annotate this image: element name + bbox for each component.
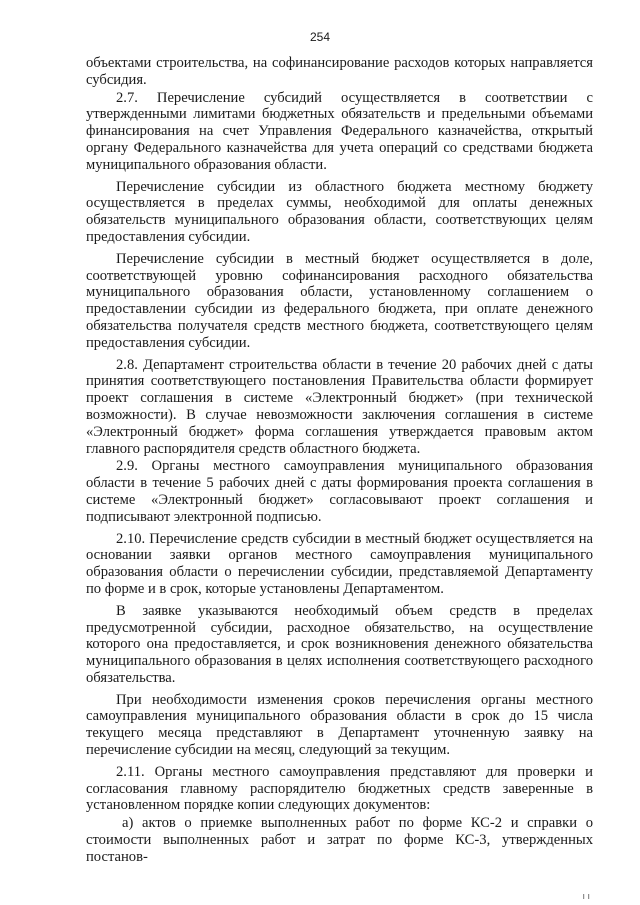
paragraph-transfer-limits: Перечисление субсидии из областного бюджета местному бюджету осуществляется в пределах суммы, необходимой для оплаты денежных обязательств муниципального образования области, соответствующих целям предоставления субсидии. bbox=[86, 178, 593, 245]
paragraph-2-11: 2.11. Органы местного самоуправления представляют для проверки и согласования главному распорядителю бюджетных средств заверенные в установленном порядке копии следующих документов: bbox=[86, 763, 593, 814]
paragraph-2-7: 2.7. Перечисление субсидий осуществляется в соответствии с утвержденными лимитами бюджетных обязательств и предельными объемами финансирования на счет Управления Федерального казначейства, открытый органу Федерального казначейства для учета операций со средствами бюджета муниципального образования области. bbox=[86, 89, 593, 173]
paragraph-transfer-share: Перечисление субсидии в местный бюджет осуществляется в доле, соответствующей уровню софинансирования расходного обязательства муниципального образования области, установленному соглашением о предоставлении субсидии из федерального бюджета, при оплате денежного обязательства получателя средств местного бюджета, соответствующего целям предоставления субсидии. bbox=[86, 250, 593, 351]
paragraph-item-a: а) актов о приемке выполненных работ по форме КС-2 и справки о стоимости выполненных работ и затрат по форме КС-3, утвержденных постанов- bbox=[86, 815, 593, 865]
paragraph-2-9: 2.9. Органы местного самоуправления муниципального образования области в течение 5 рабочих дней с даты формирования проекта соглашения в системе «Электронный бюджет» согласовывают проект соглашения и подписывают электронной подписью. bbox=[86, 458, 593, 525]
paragraph-application: В заявке указываются необходимый объем средств в пределах предусмотренной субсидии, расходное обязательство, на осуществление которого она предоставляется, и срок возникновения денежного обязательства муниципального образования в целях исполнения соответствующего расходного обязательства. bbox=[86, 602, 593, 686]
paragraph-2-8: 2.8. Департамент строительства области в течение 20 рабочих дней с даты принятия соответствующего постановления Правительства области формирует проект соглашения в системе «Электронный бюджет» (при технической возможности). В случае невозможности заключения соглашения в системе «Электронный бюджет» форма соглашения утверждается правовым актом главного распорядителя средств областного бюджета. bbox=[86, 356, 593, 457]
scan-marks: ı ı bbox=[582, 891, 590, 901]
paragraph-deadline-change: При необходимости изменения сроков перечисления органы местного самоуправления муниципального образования области в срок до 15 числа текущего месяца представляют в Департамент уточненную заявку на перечисление субсидии на месяц, следующий за текущим. bbox=[86, 691, 593, 759]
document-body bbox=[86, 55, 593, 867]
page-number: 254 bbox=[309, 30, 331, 44]
paragraph-2-10: 2.10. Перечисление средств субсидии в местный бюджет осуществляется на основании заявки органов местного самоуправления муниципального образования области о перечислении субсидии, представляемой Департаменту по форме и в срок, которые установлены Департаментом. bbox=[86, 530, 593, 597]
paragraph-continuation: объектами строительства, на софинансирование расходов которых направляется субсидия. bbox=[86, 55, 593, 88]
